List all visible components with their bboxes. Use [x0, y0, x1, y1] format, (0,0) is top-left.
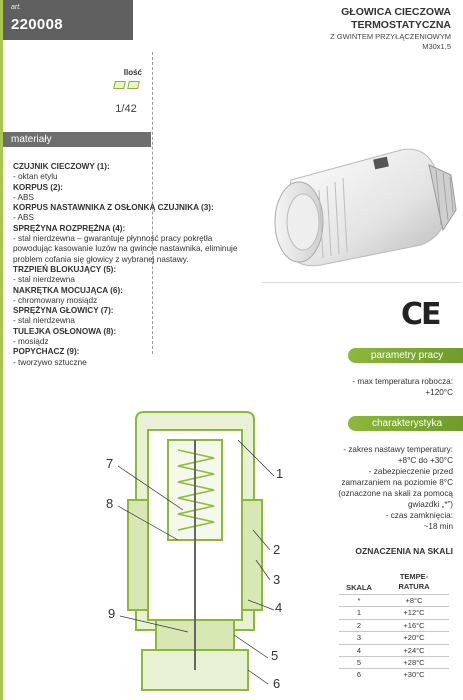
ce-mark: CE: [401, 297, 440, 332]
subtitle-line-2: M30x1,5: [422, 42, 451, 51]
scale-row: [339, 656, 449, 668]
callout-3: 3: [273, 572, 281, 587]
characteristics-line: - zakres nastawy temperatury:: [343, 445, 453, 454]
callout-9: 9: [108, 606, 116, 621]
material-heading: KORPUS NASTAWNIKA Z OSŁONKĄ CZUJNIKA (3):: [13, 203, 214, 213]
scale-title: OZNACZENIA NA SKALI: [355, 546, 453, 556]
article-label: art.: [11, 4, 22, 11]
ce-mark-panel: [261, 282, 461, 338]
scale-temperature: +16°C: [403, 620, 425, 630]
temperature-header-line-1: TEMPE-: [399, 572, 429, 581]
param-line-2: +120°C: [425, 388, 453, 397]
thermostatic-head-photo: [251, 140, 461, 280]
scale-table-header: [339, 570, 449, 594]
scale-mark: 5: [356, 657, 362, 667]
scale-mark: 3: [356, 633, 362, 643]
article-number: 220008: [11, 16, 63, 33]
scale-temperature: +30°C: [403, 670, 425, 680]
temperature-header-line-2: RATURA: [398, 582, 430, 591]
scale-row: [339, 631, 449, 643]
quantity-info: [106, 68, 146, 115]
callout-5: 5: [271, 648, 279, 663]
scale-temperature: +24°C: [403, 645, 425, 655]
cross-section-diagram: [98, 400, 298, 698]
scale-row: [339, 619, 449, 631]
scale-mark: 4: [356, 645, 362, 655]
material-description: - ABS: [13, 192, 34, 202]
scale-temperature: +8°C: [405, 596, 423, 605]
scale-mark: 6: [356, 670, 362, 680]
characteristics-line: zamarzaniem na poziomie 8°C: [341, 478, 453, 487]
material-description: - oktan etylu: [13, 172, 58, 182]
param-line-1: - max temperatura robocza:: [352, 377, 453, 386]
material-heading: CZUJNIK CIECZOWY (1):: [13, 162, 110, 171]
callout-1: 1: [276, 466, 284, 481]
material-heading: SPRĘŻYNA GŁOWICY (7):: [13, 306, 114, 316]
material-heading: POPYCHACZ (9):: [13, 347, 80, 357]
scale-mark: 1: [356, 608, 362, 618]
title-line-2: TERMOSTATYCZNA: [351, 19, 451, 31]
material-description: - mosiądz: [13, 337, 49, 347]
material-description: - tworzywo sztuczne: [13, 357, 87, 367]
scale-mark: *: [357, 596, 361, 605]
scale-row: [339, 668, 449, 680]
material-description: - ABS: [13, 213, 34, 223]
scale-row: [339, 606, 449, 618]
scale-col-header: SKALA: [346, 583, 372, 592]
temperature-col-header: [379, 570, 449, 594]
quantity-value: 1/42: [115, 103, 137, 115]
characteristics-line: gwiazdki „*”): [407, 500, 453, 509]
subtitle-line-1: Z GWINTEM PRZYŁĄCZENIOWYM: [330, 32, 451, 41]
scale-rows: [339, 594, 449, 681]
characteristics-line: +8°C do +30°C: [397, 456, 453, 465]
material-description: - chromowany mosiądz: [13, 295, 98, 305]
callout-6: 6: [273, 676, 281, 691]
scale-row: [339, 594, 449, 606]
material-description: - stal nierdzewna – gwarantuje płynność pracy pokrętła powodując kasowanie luzów na gwincie nastawnika, eliminuje problem cofania się głowicy z wybranej nastawy.: [13, 234, 238, 264]
characteristics-text: [273, 444, 453, 532]
scale-table: [339, 570, 449, 681]
scale-row: [339, 644, 449, 656]
section-characteristics: charakterystyka: [348, 416, 463, 431]
material-heading: SPRĘŻYNA ROZPRĘŻNA (4):: [13, 223, 126, 233]
material-description: - stal nierdzewna: [13, 316, 75, 326]
package-box-icon: [113, 81, 126, 89]
section-materials: materiały: [3, 132, 151, 147]
parameters-text: [273, 376, 453, 398]
characteristics-line: - czas zamknięcia:: [385, 511, 453, 520]
quantity-label: Ilość: [123, 68, 142, 77]
material-heading: TRZPIEŃ BLOKUJĄCY (5):: [13, 264, 117, 274]
material-heading: TULEJKA OSŁONOWA (8):: [13, 326, 117, 336]
characteristics-line: ~18 min: [423, 522, 453, 531]
section-parameters: parametry pracy: [348, 348, 463, 363]
material-heading: NAKRĘTKA MOCUJĄCA (6):: [13, 285, 123, 295]
materials-list: [13, 162, 248, 368]
product-title: [231, 6, 451, 52]
callout-4: 4: [275, 600, 283, 615]
characteristics-line: (oznaczone na skali za pomocą: [338, 489, 453, 498]
package-box-icon: [127, 81, 140, 89]
title-line-1: GŁOWICA CIECZOWA: [341, 6, 451, 18]
callout-7: 7: [106, 456, 114, 471]
scale-temperature: +20°C: [403, 633, 425, 643]
callout-8: 8: [106, 496, 114, 511]
material-description: - stal nierdzewna: [13, 275, 75, 285]
material-heading: KORPUS (2):: [13, 182, 64, 192]
callout-2: 2: [273, 542, 281, 557]
scale-mark: 2: [356, 620, 362, 630]
scale-temperature: +12°C: [403, 608, 425, 618]
article-number-block: [3, 0, 133, 40]
package-icons: [106, 81, 146, 89]
characteristics-line: - zabezpieczenie przed: [368, 467, 453, 476]
scale-temperature: +28°C: [403, 657, 425, 667]
